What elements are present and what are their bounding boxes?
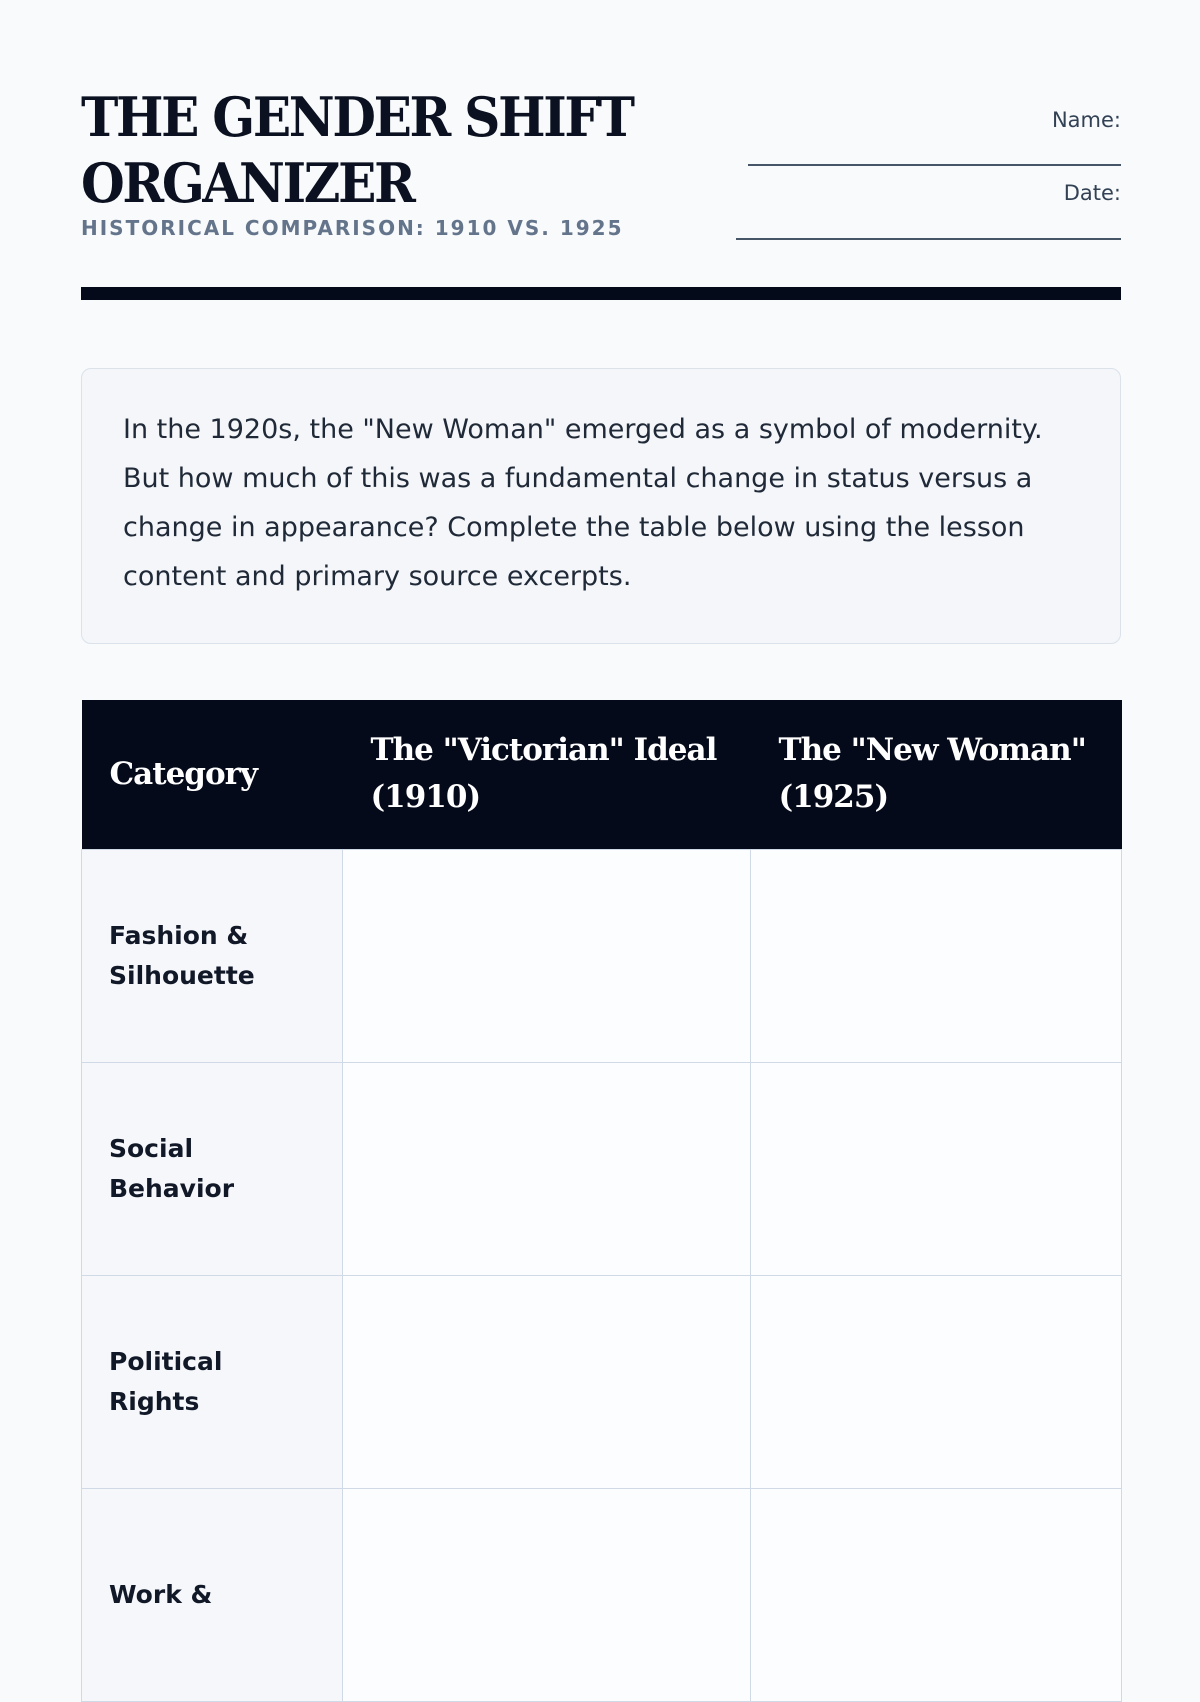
new-woman-cell[interactable] [751,849,1122,1062]
table-row [82,1275,1122,1488]
column-header-victorian: The "Victorian" Ideal (1910) [343,700,751,849]
table-header-row [82,700,1122,849]
intro-text: In the 1920s, the "New Woman" emerged as a symbol of modernity. But how much of this was a fundamental change in status versus a change in appearance? Complete the table below using the lesson content and primary source excerpts. [123,414,1043,592]
comparison-table [81,700,1122,1702]
comparison-table-wrapper [81,700,1121,1702]
new-woman-cell[interactable] [751,1275,1122,1488]
page-title: THE GENDER SHIFT ORGANIZER [81,85,633,215]
name-field [1052,108,1121,132]
name-label: Name: [1051,108,1121,132]
column-header-new-woman: The "New Woman" (1925) [751,700,1122,849]
victorian-cell[interactable] [343,1275,751,1488]
intro-box [81,368,1121,644]
row-category: Work & [82,1488,343,1701]
name-input-line[interactable] [748,164,1121,166]
table-row [82,1062,1122,1275]
row-category: Political Rights [82,1275,343,1488]
header-divider [81,287,1121,300]
table-row [82,1488,1122,1701]
victorian-cell[interactable] [343,1488,751,1701]
new-woman-cell[interactable] [751,1488,1122,1701]
date-field [1064,181,1121,205]
row-category: Fashion & Silhouette [82,849,343,1062]
victorian-cell[interactable] [343,1062,751,1275]
page-subtitle: HISTORICAL COMPARISON: 1910 VS. 1925 [81,216,624,240]
row-category: Social Behavior [82,1062,343,1275]
date-label: Date: [1063,181,1121,205]
date-input-line[interactable] [736,238,1121,240]
table-row [82,849,1122,1062]
victorian-cell[interactable] [343,849,751,1062]
column-header-category: Category [82,700,343,849]
worksheet-header [81,84,1121,244]
new-woman-cell[interactable] [751,1062,1122,1275]
